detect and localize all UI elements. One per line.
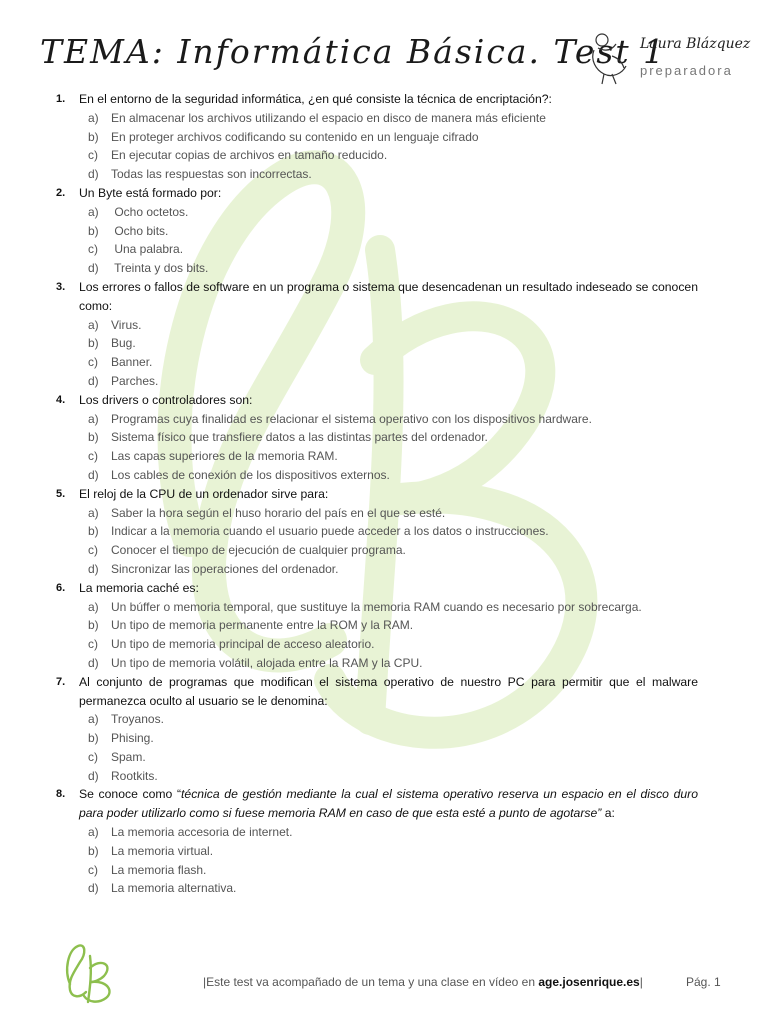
question-item: [56, 785, 698, 898]
question-item: [56, 278, 698, 391]
question-number: 5.: [56, 487, 66, 500]
question-text: En el entorno de la seguridad informática, ¿en qué consiste la técnica de encriptación?:: [79, 92, 552, 106]
answer-option: [88, 598, 698, 617]
answer-letter: b): [88, 336, 99, 351]
footer-note-prefix: |Este test va acompañado de un tema y una clase en vídeo en: [203, 975, 539, 989]
brand-role: preparadora: [640, 63, 733, 78]
brand-logo: [582, 30, 751, 86]
answer-text: En ejecutar copias de archivos en tamaño reducido.: [111, 148, 388, 163]
question-item: [56, 184, 698, 278]
answer-option: [88, 729, 698, 748]
answer-option: [88, 767, 698, 786]
answer-text: Un tipo de memoria principal de acceso aleatorio.: [111, 637, 375, 652]
page-header: [40, 30, 751, 90]
answer-text: Spam.: [111, 749, 146, 764]
answer-text: Ocho octetos.: [111, 204, 189, 219]
answer-text: Los cables de conexión de los dispositivos externos.: [111, 467, 390, 482]
answer-letter: d): [88, 467, 99, 482]
answer-text: Sistema físico que transfiere datos a las distintas partes del ordenador.: [111, 430, 488, 445]
answer-letter: b): [88, 223, 99, 238]
answer-option: [88, 748, 698, 767]
answer-letter: d): [88, 167, 99, 182]
lb-logo-icon: [60, 940, 116, 1006]
footer-link[interactable]: age.josenrique.es: [538, 975, 640, 989]
answer-letter: c): [88, 862, 98, 877]
question-text: [79, 785, 698, 823]
answer-list: [79, 410, 698, 485]
answer-option: [88, 240, 698, 259]
question-text: El reloj de la CPU de un ordenador sirve para:: [79, 486, 329, 501]
answer-option: [88, 635, 698, 654]
answer-option: [88, 541, 698, 560]
answer-option: [88, 128, 698, 147]
page-title: TEMA: Informática Básica. Test 1: [40, 32, 667, 71]
answer-list: [79, 823, 698, 898]
answer-text: En proteger archivos codificando su contenido en un lenguaje cifrado: [111, 129, 479, 144]
question-number: 1.: [56, 93, 66, 105]
question-item: [56, 391, 698, 485]
question-item: [56, 579, 698, 673]
answer-option: [88, 710, 698, 729]
answer-option: [88, 428, 698, 447]
answer-text: Bug.: [111, 336, 136, 351]
answer-letter: d): [88, 768, 99, 783]
answer-letter: b): [88, 430, 99, 445]
question-text: Los errores o fallos de software en un programa o sistema que desencadenan un resultado indeseado se conocen como:: [79, 279, 698, 313]
answer-option: [88, 165, 698, 184]
question-item: [56, 90, 698, 184]
answer-text: Rootkits.: [111, 768, 158, 783]
answer-list: [79, 203, 698, 278]
answer-option: [88, 259, 698, 278]
answer-text: Un búffer o memoria temporal, que sustituye la memoria RAM cuando es necesario por sobrecarga.: [111, 599, 642, 614]
question-item: [56, 673, 698, 786]
answer-text: En almacenar los archivos utilizando el espacio en disco de manera más eficiente: [111, 110, 546, 125]
answer-option: [88, 560, 698, 579]
answer-option: [88, 842, 698, 861]
answer-option: [88, 447, 698, 466]
answer-option: [88, 316, 698, 335]
answer-letter: c): [88, 637, 98, 652]
answer-text: Un tipo de memoria permanente entre la ROM y la RAM.: [111, 618, 414, 633]
answer-letter: d): [88, 373, 99, 388]
answer-letter: b): [88, 843, 99, 858]
answer-letter: d): [88, 561, 99, 576]
answer-letter: a): [88, 599, 99, 614]
answer-letter: c): [88, 148, 98, 163]
answer-option: [88, 861, 698, 880]
answer-text: Un tipo de memoria volátil, alojada entre la RAM y la CPU.: [111, 655, 423, 670]
answer-list: [79, 316, 698, 391]
answer-text: Todas las respuestas son incorrectas.: [111, 167, 312, 182]
answer-text: Virus.: [111, 317, 142, 332]
answer-text: Las capas superiores de la memoria RAM.: [111, 449, 338, 464]
answer-text: Programas cuya finalidad es relacionar el sistema operativo con los dispositivos hardware.: [111, 411, 592, 426]
answer-text: Phising.: [111, 731, 154, 746]
answer-text: Ocho bits.: [111, 223, 169, 238]
answer-option: [88, 372, 698, 391]
answer-letter: c): [88, 449, 98, 464]
answer-text: La memoria alternativa.: [111, 881, 237, 896]
answer-option: [88, 823, 698, 842]
answer-text: La memoria virtual.: [111, 843, 214, 858]
answer-text: La memoria accesoria de internet.: [111, 825, 293, 840]
answer-text: Saber la hora según el huso horario del país en el que se esté.: [111, 505, 446, 520]
question-text-definition: técnica de gestión mediante la cual el sistema operativo reserva un espacio en el disco duro para poder utilizarlo como si fuese memoria RAM en caso de que esta esté a punto de agotarse”: [79, 787, 698, 821]
question-number: 8.: [56, 788, 66, 801]
question-text: La memoria caché es:: [79, 580, 199, 595]
answer-text: Banner.: [111, 355, 153, 370]
answer-letter: a): [88, 110, 99, 125]
question-number: 7.: [56, 675, 66, 688]
answer-option: [88, 334, 698, 353]
question-text-suffix: a:: [601, 806, 615, 821]
answer-letter: c): [88, 242, 98, 257]
answer-text: La memoria flash.: [111, 862, 207, 877]
question-number: 6.: [56, 581, 66, 594]
answer-option: [88, 654, 698, 673]
answer-option: [88, 410, 698, 429]
answer-list: [79, 504, 698, 579]
answer-letter: d): [88, 881, 99, 896]
answer-text: Parches.: [111, 373, 159, 388]
answer-option: [88, 222, 698, 241]
answer-option: [88, 616, 698, 635]
page-number: Pág. 1: [686, 975, 721, 989]
answer-letter: a): [88, 317, 99, 332]
footer-note-suffix: |: [639, 975, 643, 989]
answer-letter: a): [88, 712, 99, 727]
answer-letter: a): [88, 505, 99, 520]
answer-option: [88, 504, 698, 523]
question-number: 2.: [56, 186, 66, 199]
answer-letter: c): [88, 355, 98, 370]
answer-text: Una palabra.: [111, 242, 184, 257]
question-text: Los drivers o controladores son:: [79, 392, 253, 407]
answer-option: [88, 466, 698, 485]
portrait-illustration-icon: [582, 30, 636, 86]
footer-note: [203, 975, 643, 989]
answer-option: [88, 109, 698, 128]
answer-text: Conocer el tiempo de ejecución de cualquier programa.: [111, 543, 406, 558]
question-text: Un Byte está formado por:: [79, 185, 222, 200]
question-text: Al conjunto de programas que modifican el sistema operativo de nuestro PC para permitir que el malware permanezca oculto al usuario se le denomina:: [79, 674, 698, 708]
answer-option: [88, 522, 698, 541]
answer-letter: b): [88, 618, 99, 633]
question-text-prefix: Se conoce como “: [79, 787, 182, 802]
answer-option: [88, 146, 698, 165]
question-number: 3.: [56, 280, 66, 293]
answer-letter: d): [88, 261, 99, 276]
answer-letter: b): [88, 129, 99, 144]
question-item: [56, 485, 698, 579]
answer-letter: c): [88, 749, 98, 764]
answer-letter: c): [88, 543, 98, 558]
answer-text: Indicar a la memoria cuando el usuario puede acceder a los datos o instrucciones.: [111, 524, 549, 539]
answer-letter: a): [88, 411, 99, 426]
answer-option: [88, 879, 698, 898]
answer-text: Sincronizar las operaciones del ordenador.: [111, 561, 339, 576]
answer-letter: b): [88, 731, 99, 746]
answer-option: [88, 353, 698, 372]
question-number: 4.: [56, 393, 66, 406]
brand-name: Laura Blázquez: [640, 36, 751, 52]
answer-list: [79, 710, 698, 785]
question-list: [56, 90, 698, 898]
answer-option: [88, 203, 698, 222]
answer-text: Treinta y dos bits.: [111, 261, 209, 276]
answer-list: [79, 598, 698, 673]
answer-letter: a): [88, 825, 99, 840]
answer-list: [79, 109, 698, 184]
answer-text: Troyanos.: [111, 712, 164, 727]
answer-letter: a): [88, 204, 99, 219]
answer-letter: d): [88, 655, 99, 670]
answer-letter: b): [88, 524, 99, 539]
page-footer: [0, 940, 768, 1010]
